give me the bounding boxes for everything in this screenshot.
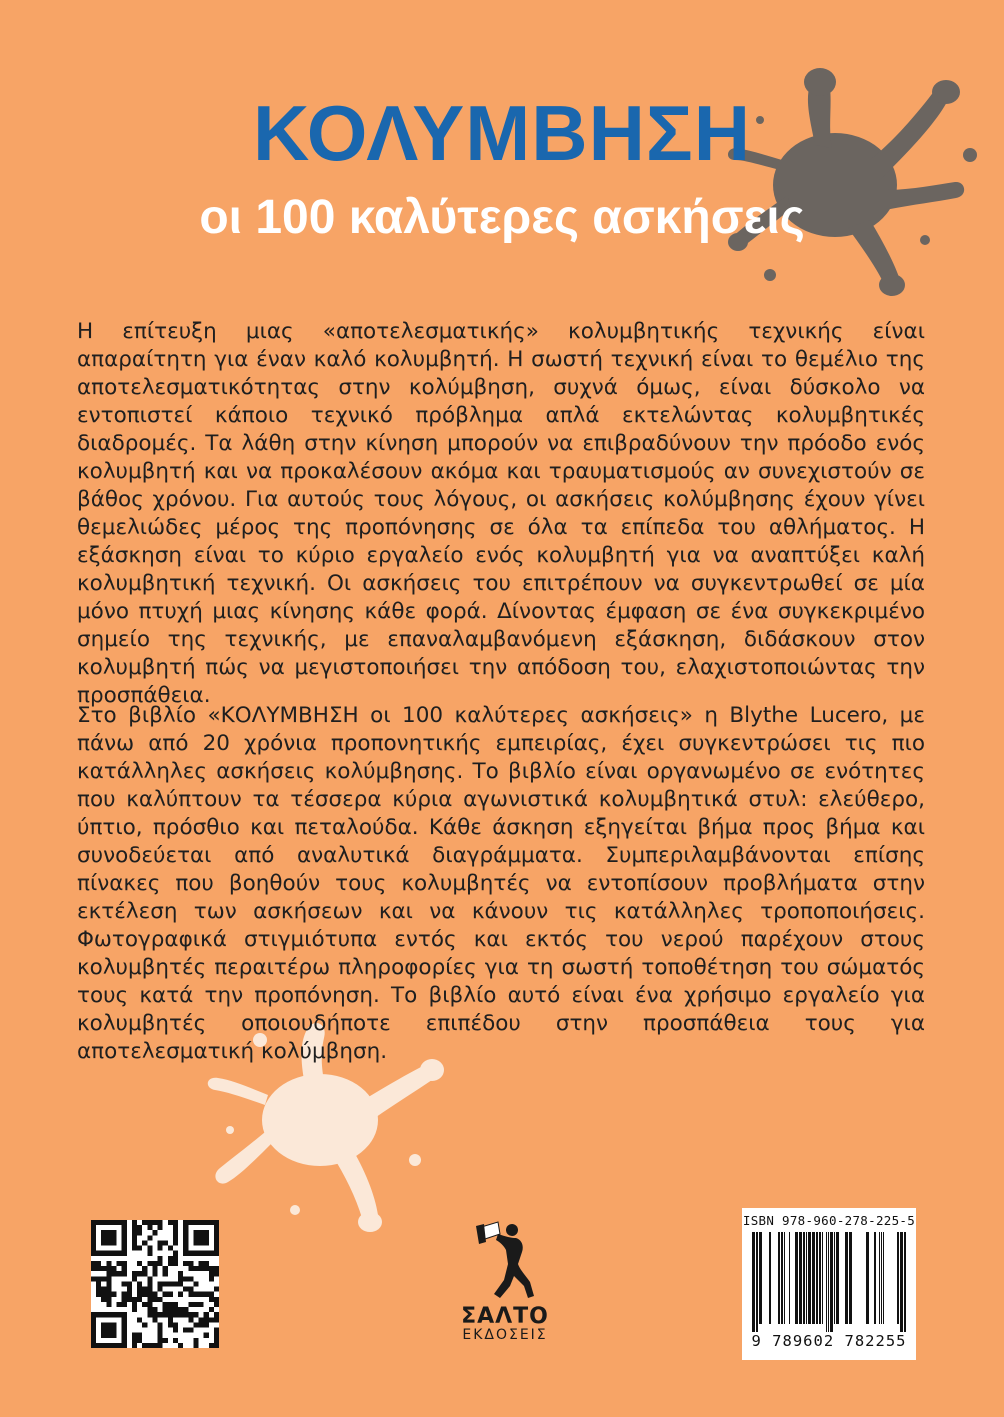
book-title: ΚΟΛΥΜΒΗΣΗ xyxy=(252,89,752,177)
publisher-name: ΣΑΛΤΟ xyxy=(461,1304,549,1329)
qr-code-icon xyxy=(91,1220,219,1348)
book-subtitle: οι 100 καλύτερες ασκήσεις xyxy=(199,191,805,244)
isbn-barcode xyxy=(742,1208,916,1360)
barcode-bars-icon xyxy=(752,1232,906,1332)
barcode-digits: 9 789602 782255 xyxy=(751,1332,907,1350)
publisher-subtitle: ΕΚΔΟΣΕΙΣ xyxy=(462,1327,548,1343)
isbn-label: ISBN 978-960-278-225-5 xyxy=(742,1213,916,1228)
publisher-logo xyxy=(440,1216,570,1356)
discus-thrower-icon xyxy=(470,1216,540,1302)
blurb-paragraph-2: Στο βιβλίο «ΚΟΛΥΜΒΗΣΗ οι 100 καλύτερες ασκήσεις» η Blythe Lucero, με πάνω από 20 χρόνια προπονητικής εμπειρίας, έχει συγκεντρώσει τις πιο κατάλληλες ασκήσεις κολύμβησης. Το βιβλίο είναι οργανωμένο σε ενότητες που καλύπτουν τα τέσσερα κύρια αγωνιστικά κολυμβητικά στυλ: ελεύθερο, ύπτιο, πρόσθιο και πεταλούδα. Κάθε άσκηση εξηγείται βήμα προς βήμα και συνοδεύεται από αναλυτικά διαγράμματα. Συμπεριλαμβάνονται επίσης πίνακες που βοηθούν τους κολυμβητές να εντοπίσουν προβλήματα στην εκτέλεση των ασκήσεων και να κάνουν τις κατάλληλες τροποποιήσεις. Φωτογραφικά στιγμιότυπα εντός και εκτός του νερού παρέχουν στους κολυμβητές περαιτέρω πληροφορίες για τη σωστή τοποθέτηση του σώματός τους κατά την προπόνηση. Το βιβλίο αυτό είναι ένα χρήσιμο εργαλείο για κολυμβητές οποιουδήποτε επιπέδου στην προσπάθεια τους για αποτελεσματική κολύμβηση. xyxy=(77,703,925,1064)
blurb-paragraph-1: Η επίτευξη μιας «αποτελεσματικής» κολυμβητικής τεχνικής είναι απαραίτητη για έναν καλό κολυμβητή. Η σωστή τεχνική είναι το θεμέλιο της αποτελεσματικότητας στην κολύμβηση, συχνά όμως, είναι δύσκολο να εντοπιστεί κάποιο τεχνικό πρόβλημα απλά εκτελώντας κολυμβητικές διαδρομές. Τα λάθη στην κίνηση μπορούν να επιβραδύνουν την πρόοδο ενός κολυμβητή και να προκαλέσουν ακόμα και τραυματισμούς αν συνεχιστούν σε βάθος χρόνου. Για αυτούς τους λόγους, οι ασκήσεις κολύμβησης έχουν γίνει θεμελιώδες μέρος της προπόνησης σε όλα τα επίπεδα του αθλήματος. Η εξάσκηση είναι το κύριο εργαλείο ενός κολυμβητή για να αναπτύξει καλή κολυμβητική τεχνική. Οι ασκήσεις του επιτρέπουν να συγκεντρωθεί σε μία μόνο πτυχή μιας κίνησης κάθε φορά. Δίνοντας έμφαση σε ένα συγκεκριμένο σημείο της τεχνικής, με επαναλαμβανόμενη εξάσκηση, διδάσκουν στον κολυμβητή πώς να μεγιστοποιήσει την απόδοση του, ελαχιστοποιώντας την προσπάθεια. xyxy=(77,319,925,708)
